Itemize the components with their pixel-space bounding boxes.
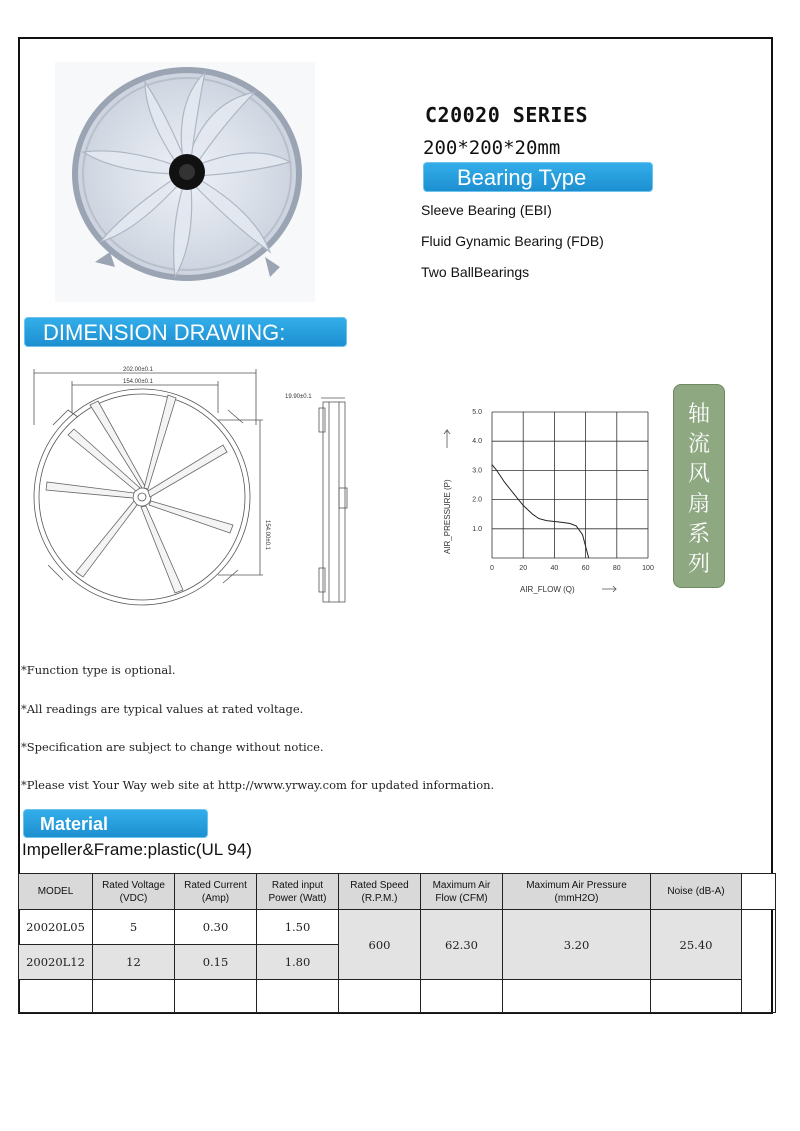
x-tick-label: 100 [642,565,654,572]
dim-width-inner: 154.00±0.1 [123,379,153,385]
col-header-airflow: Maximum Air Flow (CFM) [421,874,503,910]
cell-speed: 600 [339,910,421,980]
vertical-char: 列 [687,551,710,576]
col-header-model: MODEL [19,874,93,910]
dim-width-outer: 202.00±0.1 [123,367,153,373]
y-axis-label: AIR_PRESSURE (P) [443,479,452,554]
note-website: *Please vist Your Way web site at http://www.yrway.com for updated information. [21,778,495,792]
col-header-blank [742,874,776,910]
cell-current: 0.15 [175,945,257,980]
material-text: Impeller&Frame:plastic(UL 94) [22,840,252,859]
fan-dimensions: 200*200*20mm [423,137,561,159]
series-title: C20020 SERIES [425,103,589,127]
y-tick-label: 5.0 [472,409,482,416]
y-tick-label: 4.0 [472,438,482,446]
col-header-current: Rated Current (Amp) [175,874,257,910]
pq-curve-line [492,465,589,558]
dim-height-inner: 154.00±0.1 [264,520,270,550]
bearing-item-ball: Two BallBearings [421,264,530,280]
col-header-speed: Rated Speed (R.P.M.) [339,874,421,910]
vertical-char: 系 [687,521,710,546]
bearing-item-fdb: Fluid Gynamic Bearing (FDB) [421,233,604,249]
spec-table [18,873,776,1013]
table-row [19,910,776,945]
cell-model: 20020L05 [19,910,93,945]
front-view-drawing [28,365,273,615]
x-tick-label: 40 [550,565,559,572]
bearing-type-banner: Bearing Type [423,162,653,192]
x-tick-label: 20 [519,565,528,572]
vertical-char: 风 [687,461,710,486]
col-header-pressure: Maximum Air Pressure (mmH2O) [503,874,651,910]
y-tick-label: 2.0 [472,496,482,504]
pq-curve-chart [428,398,663,608]
cell-noise: 25.40 [651,910,742,980]
cell-empty [421,980,503,1013]
cell-empty [19,980,93,1013]
col-header-noise: Noise (dB-A) [651,874,742,910]
y-tick-label: 1.0 [472,525,482,533]
cell-airflow: 62.30 [421,910,503,980]
vertical-char: 轴 [687,401,710,426]
dim-thickness: 19.90±0.1 [285,394,312,400]
cell-empty [93,980,175,1013]
vertical-char: 扇 [687,491,710,516]
vertical-series-label [673,384,725,588]
cell-voltage: 12 [93,945,175,980]
cell-pressure: 3.20 [503,910,651,980]
x-axis-label: AIR_FLOW (Q) [520,585,575,594]
cell-blank [742,910,776,1013]
cell-empty [339,980,421,1013]
cell-power: 1.80 [257,945,339,980]
col-header-power: Rated input Power (Watt) [257,874,339,910]
cell-empty [257,980,339,1013]
x-axis-arrow [602,586,616,592]
cell-current: 0.30 [175,910,257,945]
vertical-char: 流 [687,431,710,456]
side-view-drawing [283,388,353,613]
y-tick-label: 3.0 [472,467,482,475]
note-specification: *Specification are subject to change without notice. [21,740,324,754]
cell-power: 1.50 [257,910,339,945]
cell-model: 20020L12 [19,945,93,980]
dimension-drawing-banner: DIMENSION DRAWING: [24,317,347,347]
col-header-voltage: Rated Voltage (VDC) [93,874,175,910]
cell-empty [651,980,742,1013]
note-readings: *All readings are typical values at rated voltage. [21,702,304,716]
cell-empty [503,980,651,1013]
note-function-type: *Function type is optional. [21,663,176,677]
y-axis-arrow [444,430,450,448]
cell-voltage: 5 [93,910,175,945]
table-row-empty [19,980,776,1013]
cell-empty [175,980,257,1013]
bearing-item-sleeve: Sleeve Bearing (EBI) [421,202,552,218]
x-tick-label: 0 [490,565,494,572]
x-tick-label: 60 [581,565,590,572]
fan-product-image [55,62,315,302]
material-banner: Material [23,809,208,838]
x-tick-label: 80 [612,565,621,572]
